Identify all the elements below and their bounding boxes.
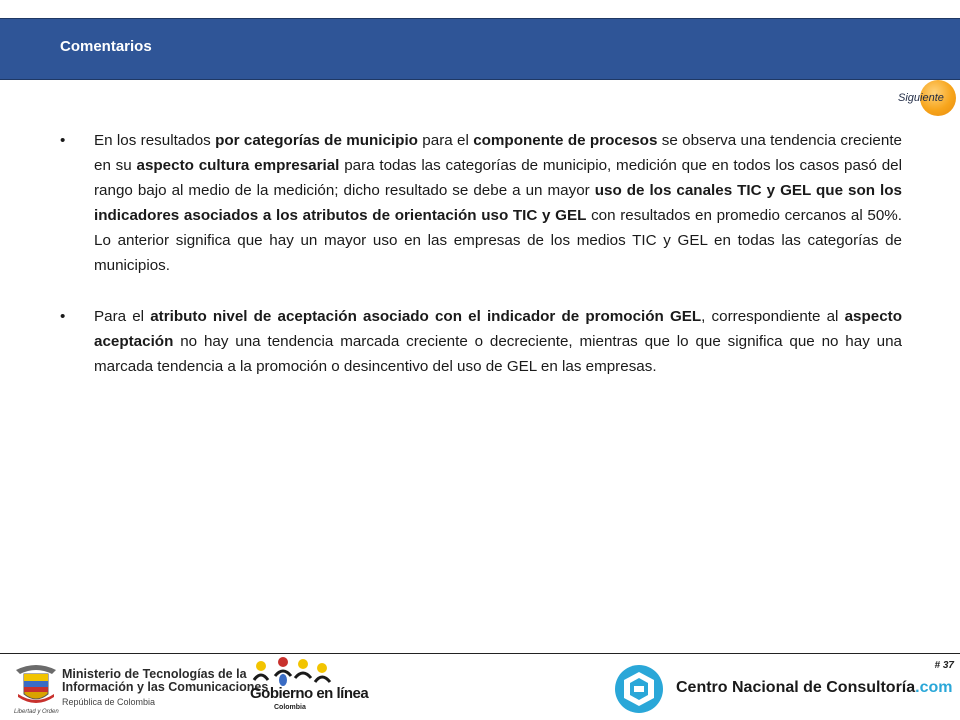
text-segment: para el xyxy=(417,132,474,149)
text-segment: para todas las categorías de municipio, medición que en todos los casos pasó del rango bajo al medio de la medición; dicho resultado se debe a un mayor xyxy=(94,157,903,199)
bold-text-segment: uso de los canales TIC y GEL que son los indicadores asociados a los atributos de orientación uso TIC y GEL xyxy=(94,182,902,224)
ministry-country: República de Colombia xyxy=(62,697,156,707)
text-segment: Para el xyxy=(94,308,151,325)
text-segment: En los resultados xyxy=(94,132,216,149)
next-button-label[interactable]: Siguiente xyxy=(898,92,944,104)
bold-text-segment: por categorías de municipio xyxy=(215,132,418,149)
bold-text-segment: componente de procesos xyxy=(473,132,658,149)
page-title: Comentarios xyxy=(60,38,152,55)
text-segment: se observa una tendencia creciente en su xyxy=(94,132,902,174)
cnc-name: Centro Nacional de Consultoría.com xyxy=(676,679,953,696)
footer-divider xyxy=(0,653,960,654)
gobierno-en-linea-country: Colombia xyxy=(274,704,306,711)
text-segment: no hay una tendencia marcada creciente o decreciente, mientras que lo que significa que no hay una marcada tendencia a la promoción o desincentivo del uso de GEL en las empresas. xyxy=(94,333,902,375)
bold-text-segment: atributo nivel de aceptación asociado con el indicador de promoción GEL xyxy=(150,308,702,325)
text-segment: con resultados en promedio cercanos al 50%. Lo anterior significa que hay un mayor uso en las empresas de los medios TIC y GEL en todas las categorías de municipios. xyxy=(94,207,902,274)
header-bar xyxy=(0,18,960,80)
bold-text-segment: aspecto aceptación xyxy=(94,308,902,350)
colombia-coat-of-arms-icon xyxy=(16,665,56,703)
bullet-paragraph-1 xyxy=(60,128,902,278)
page-number: # 37 xyxy=(934,660,954,671)
bold-text-segment: aspecto cultura empresarial xyxy=(136,157,340,174)
text-segment: , correspondiente al xyxy=(701,308,845,325)
cnc-logo-icon xyxy=(614,664,664,714)
gobierno-en-linea-text: Gobierno en línea xyxy=(250,685,369,702)
ministry-name: Ministerio de Tecnologías de la Información y las Comunicaciones xyxy=(62,667,269,694)
svg-text:Libertad y Orden: Libertad y Orden xyxy=(14,709,59,715)
content-body xyxy=(60,128,902,405)
bullet-paragraph-2 xyxy=(60,304,902,379)
